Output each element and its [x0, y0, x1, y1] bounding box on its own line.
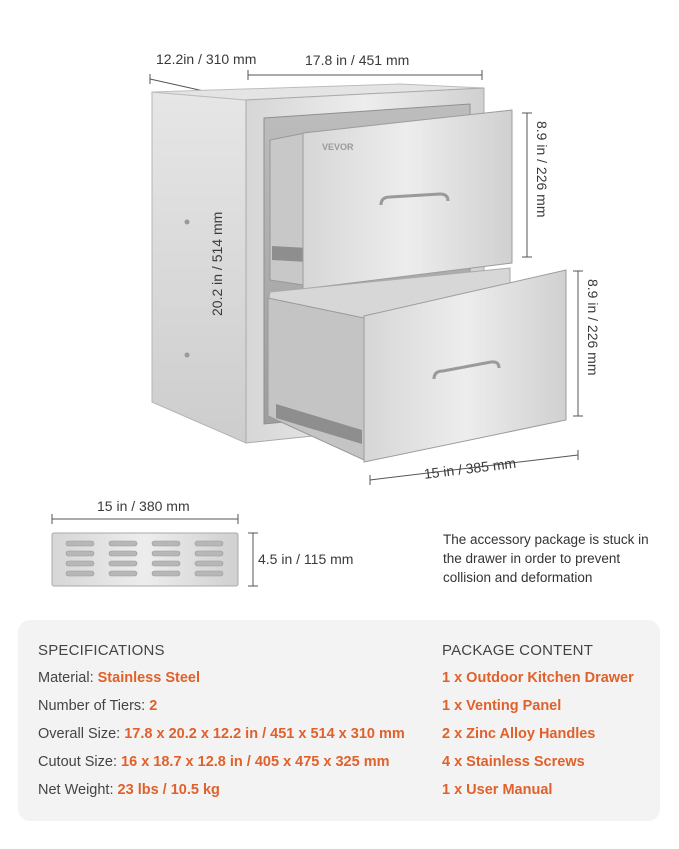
package-item: 4 x Stainless Screws	[442, 754, 585, 770]
top-drawer	[270, 110, 512, 289]
panel-height-label: 4.5 in / 115 mm	[258, 551, 354, 567]
spec-value: Stainless Steel	[97, 670, 200, 686]
package-item: 1 x User Manual	[442, 782, 553, 798]
spec-label: Net Weight:	[38, 782, 114, 798]
louver-slot	[109, 541, 137, 546]
louver-slot	[195, 571, 223, 576]
panel-width-label: 15 in / 380 mm	[97, 498, 190, 514]
louver-slot	[109, 571, 137, 576]
package-item: 2 x Zinc Alloy Handles	[442, 726, 596, 742]
louver-slot	[66, 571, 94, 576]
venting-panel	[52, 533, 238, 586]
width-dimension-label: 17.8 in / 451 mm	[305, 52, 410, 68]
brand-logo: VEVOR	[322, 142, 354, 152]
louver-slot	[195, 541, 223, 546]
depth-dimension-label: 12.2in / 310 mm	[156, 51, 257, 67]
spec-label: Number of Tiers:	[38, 698, 146, 714]
louver-slot	[109, 561, 137, 566]
package-item: 1 x Outdoor Kitchen Drawer	[442, 670, 634, 686]
package-item: 1 x Venting Panel	[442, 698, 562, 714]
bottom-drawer	[268, 268, 566, 462]
drawer-width-label: 15 in / 385 mm	[423, 454, 517, 482]
spec-value: 2	[149, 698, 158, 714]
spec-row	[38, 782, 220, 798]
louver-slot	[152, 541, 180, 546]
bottom-drawer-height-label: 8.9 in / 226 mm	[585, 279, 601, 376]
louver-slot	[66, 551, 94, 556]
accessory-note: The accessory package is stuck in the drawer in order to prevent collision and deformation	[443, 532, 649, 585]
louver-slot	[66, 561, 94, 566]
louver-slot	[152, 551, 180, 556]
spec-value: 23 lbs / 10.5 kg	[117, 782, 220, 798]
spec-row	[38, 726, 405, 742]
louver-slot	[109, 551, 137, 556]
spec-label: Overall Size:	[38, 726, 121, 742]
louver-slot	[152, 561, 180, 566]
spec-label: Material:	[38, 670, 94, 686]
spec-row	[38, 754, 389, 770]
spec-label: Cutout Size:	[38, 754, 117, 770]
specifications-heading: SPECIFICATIONS	[38, 642, 165, 659]
height-dimension-label: 20.2 in / 514 mm	[209, 211, 225, 316]
louver-slot	[152, 571, 180, 576]
top-drawer-height-label: 8.9 in / 226 mm	[534, 121, 550, 218]
louver-slot	[195, 561, 223, 566]
specifications-card	[18, 620, 660, 821]
spec-value: 17.8 x 20.2 x 12.2 in / 451 x 514 x 310 mm	[124, 726, 405, 742]
spec-row	[38, 698, 157, 714]
louver-slot	[195, 551, 223, 556]
package-content-heading: PACKAGE CONTENT	[442, 642, 594, 659]
louver-slot	[66, 541, 94, 546]
spec-row	[38, 670, 200, 686]
spec-value: 16 x 18.7 x 12.8 in / 405 x 475 x 325 mm	[121, 754, 390, 770]
